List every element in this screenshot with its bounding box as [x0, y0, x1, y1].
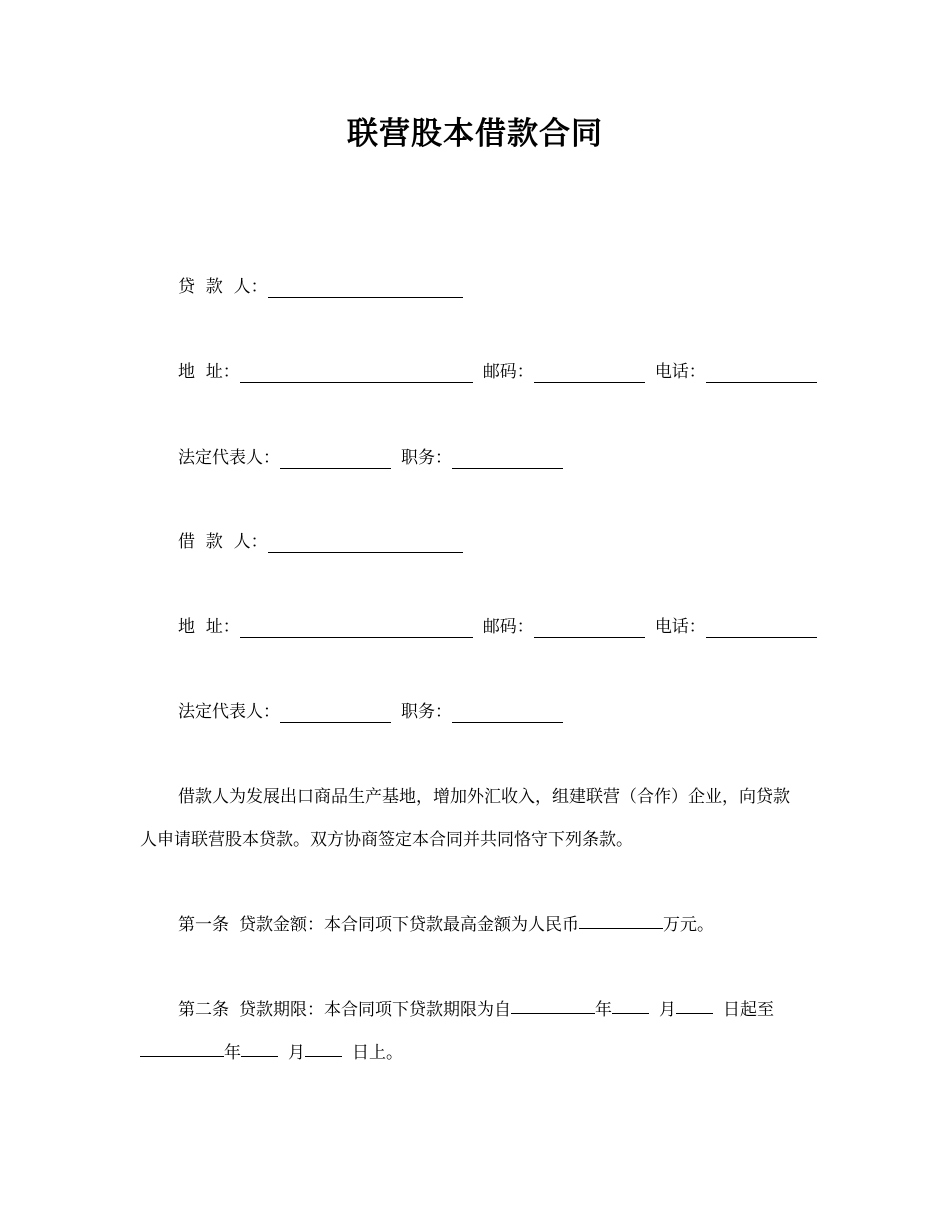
- borrower-legal-rep-label: 法定代表人：: [178, 702, 280, 722]
- lender-postcode-blank: [534, 358, 645, 383]
- borrower-postcode-label: 邮码：: [482, 617, 534, 637]
- document-title: 联营股本借款合同: [347, 116, 603, 152]
- borrower-label: 借 款 人：: [178, 532, 268, 552]
- start-day-label: 日起至: [723, 1000, 774, 1020]
- lender-address-line: [178, 358, 817, 386]
- borrower-phone-blank: [706, 613, 817, 638]
- lender-position-label: 职务：: [401, 448, 452, 468]
- preamble-paragraph: [140, 776, 812, 862]
- article-1-heading: 第一条: [178, 915, 229, 935]
- article-1-text: 贷款金额：本合同项下贷款最高金额为人民币: [239, 915, 579, 935]
- borrower-address-line: [178, 613, 817, 641]
- lender-line: [178, 273, 463, 301]
- borrower-address-label: 地 址：: [178, 617, 240, 637]
- lender-label: 贷 款 人：: [178, 277, 268, 297]
- article-2-heading: 第二条: [178, 1000, 229, 1020]
- lender-name-blank: [268, 273, 463, 298]
- borrower-address-blank: [240, 613, 473, 638]
- lender-address-blank: [240, 358, 473, 383]
- start-year-blank: [511, 989, 595, 1014]
- article-1-unit: 万元。: [663, 915, 714, 935]
- start-month-label: 月: [659, 1000, 676, 1020]
- end-day-blank: [305, 1032, 342, 1057]
- start-month-blank: [612, 989, 649, 1014]
- article-1-amount-blank: [579, 904, 663, 929]
- lender-address-label: 地 址：: [178, 362, 240, 382]
- borrower-phone-label: 电话：: [654, 617, 706, 637]
- article-2-paragraph: [140, 989, 812, 1075]
- lender-legal-rep-blank: [280, 444, 391, 469]
- borrower-position-label: 职务：: [401, 702, 452, 722]
- borrower-postcode-blank: [534, 613, 645, 638]
- end-year-label: 年: [224, 1043, 241, 1063]
- borrower-legal-rep-blank: [280, 698, 391, 723]
- preamble-line-2: 人申请联营股本贷款。双方协商签定本合同并共同恪守下列条款。: [140, 830, 633, 850]
- end-month-label: 月: [288, 1043, 305, 1063]
- lender-rep-line: [178, 444, 563, 472]
- article-1-paragraph: [140, 904, 812, 947]
- lender-phone-blank: [706, 358, 817, 383]
- end-day-label: 日上。: [352, 1043, 403, 1063]
- end-month-blank: [241, 1032, 278, 1057]
- article-2-text: 贷款期限：本合同项下贷款期限为自: [239, 1000, 511, 1020]
- preamble-line-1: 借款人为发展出口商品生产基地，增加外汇收入，组建联营（合作）企业，向贷款: [178, 787, 790, 807]
- borrower-name-blank: [268, 528, 463, 553]
- borrower-line: [178, 528, 463, 556]
- borrower-position-blank: [452, 698, 563, 723]
- start-year-label: 年: [595, 1000, 612, 1020]
- lender-legal-rep-label: 法定代表人：: [178, 448, 280, 468]
- lender-position-blank: [452, 444, 563, 469]
- borrower-rep-line: [178, 698, 563, 726]
- lender-postcode-label: 邮码：: [482, 362, 534, 382]
- lender-phone-label: 电话：: [654, 362, 706, 382]
- end-year-blank: [140, 1032, 224, 1057]
- start-day-blank: [676, 989, 713, 1014]
